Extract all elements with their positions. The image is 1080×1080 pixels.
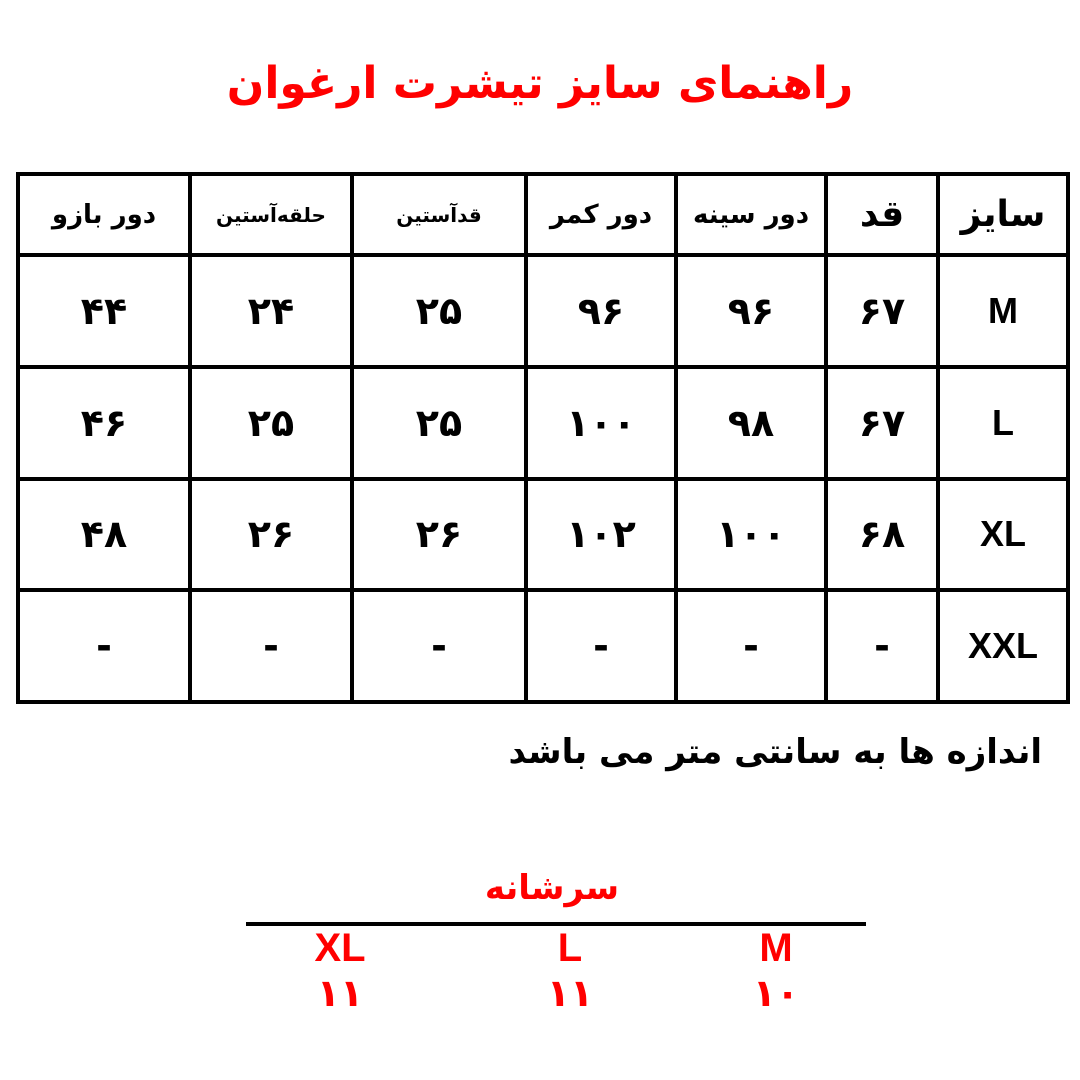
cell-sleeve-ring: ۲۴	[190, 255, 352, 367]
shoulder-size-value: ۱۱	[316, 971, 364, 1015]
header-sleeve-length: قدآستین	[352, 174, 526, 255]
header-arm: دور بازو	[18, 174, 190, 255]
shoulder-size-value: ۱۰	[752, 971, 800, 1015]
header-waist: دور کمر	[526, 174, 676, 255]
cell-sleeve-ring: -	[190, 590, 352, 702]
cell-sleeve-length: ۲۵	[352, 255, 526, 367]
cell-chest: ۹۶	[676, 255, 826, 367]
cell-length: ۶۷	[826, 255, 938, 367]
cell-size: XL	[938, 479, 1068, 591]
cell-waist: -	[526, 590, 676, 702]
table-row	[18, 255, 1068, 367]
header-size: سایز	[938, 174, 1068, 255]
cell-length: ۶۸	[826, 479, 938, 591]
cell-size: M	[938, 255, 1068, 367]
cell-arm: ۴۴	[18, 255, 190, 367]
cell-waist: ۱۰۲	[526, 479, 676, 591]
cell-sleeve-ring: ۲۵	[190, 367, 352, 479]
header-chest: دور سینه	[676, 174, 826, 255]
table-row	[18, 590, 1068, 702]
cell-length: -	[826, 590, 938, 702]
table-row	[18, 479, 1068, 591]
header-sleeve-ring: حلقه‌آستین	[190, 174, 352, 255]
header-length: قد	[826, 174, 938, 255]
cell-size: XXL	[938, 590, 1068, 702]
table-row	[18, 367, 1068, 479]
cell-sleeve-length: ۲۶	[352, 479, 526, 591]
cell-waist: ۱۰۰	[526, 367, 676, 479]
shoulder-size-label: L	[557, 926, 583, 970]
cell-chest: ۱۰۰	[676, 479, 826, 591]
shoulder-size-label: M	[759, 926, 793, 970]
cell-length: ۶۷	[826, 367, 938, 479]
cell-sleeve-ring: ۲۶	[190, 479, 352, 591]
shoulder-size-value: ۱۱	[546, 971, 594, 1015]
cell-chest: ۹۸	[676, 367, 826, 479]
cell-arm: -	[18, 590, 190, 702]
cell-waist: ۹۶	[526, 255, 676, 367]
cell-arm: ۴۶	[18, 367, 190, 479]
cell-sleeve-length: ۲۵	[352, 367, 526, 479]
size-table	[16, 172, 1070, 704]
shoulder-item-m	[716, 926, 836, 1015]
shoulder-size-label: XL	[314, 926, 366, 970]
cell-chest: -	[676, 590, 826, 702]
cell-sleeve-length: -	[352, 590, 526, 702]
units-note: اندازه ها به سانتی متر می باشد	[508, 732, 1042, 772]
cell-size: L	[938, 367, 1068, 479]
cell-arm: ۴۸	[18, 479, 190, 591]
shoulder-title: سرشانه	[484, 868, 620, 908]
shoulder-item-l	[510, 926, 630, 1015]
page-title: راهنمای سایز تیشرت ارغوان	[226, 58, 854, 109]
table-header-row	[18, 174, 1068, 255]
shoulder-item-xl	[280, 926, 400, 1015]
